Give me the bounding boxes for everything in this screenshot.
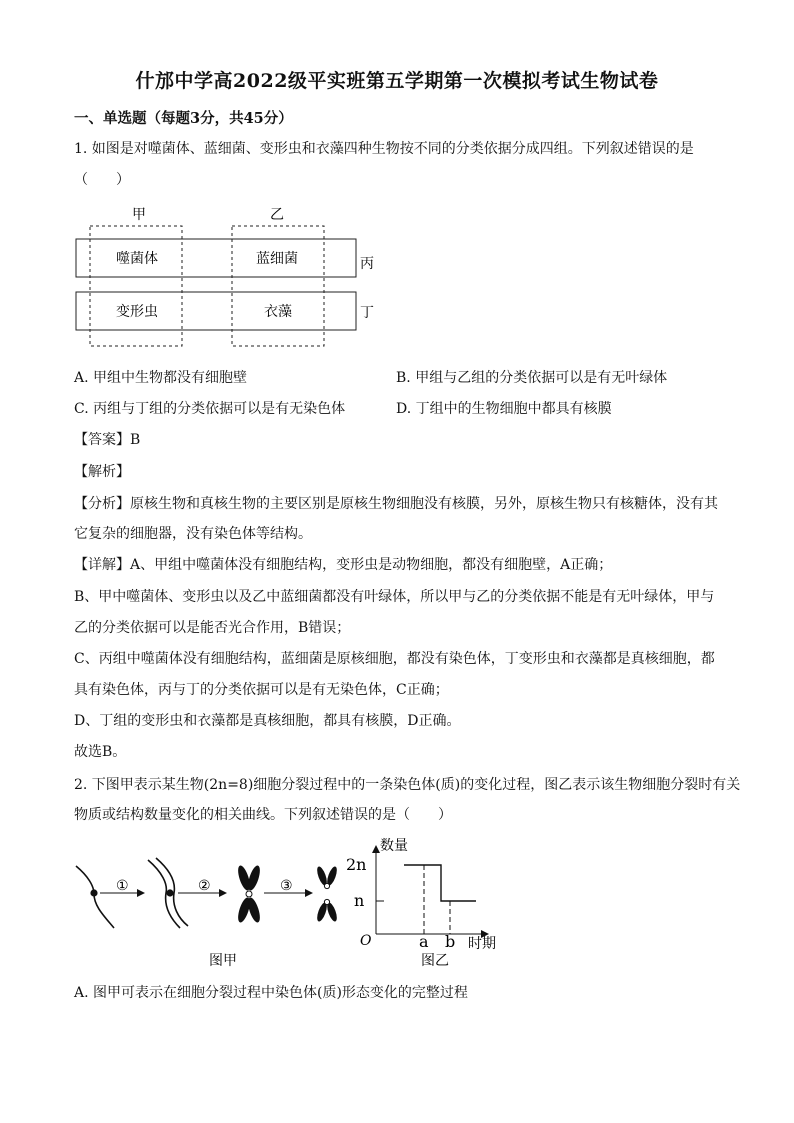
cell-amoeba: 变形虫 [116, 304, 158, 320]
q1-option-b: B. 甲组与乙组的分类依据可以是有无叶绿体 [396, 370, 668, 386]
q1-classification-figure [70, 198, 390, 354]
q1-detail-line3: 乙的分类依据可以是能否光合作用，B错误； [74, 620, 351, 636]
step-2-label: ② [198, 878, 211, 894]
q1-detail-line4: C、丙组中噬菌体没有细胞结构，蓝细菌是原核细胞，都没有染色体，丁变形虫和衣藻都是真核细胞，都 [74, 651, 715, 667]
chromatids-stage-4 [315, 865, 339, 922]
step-1-label: ① [116, 878, 129, 894]
q1-detail-line2: B、甲中噬菌体、变形虫以及乙中蓝细菌都没有叶绿体，所以甲与乙的分类依据不能是有无叶绿体，甲与 [74, 589, 715, 605]
q1-fenxi-line1: 【分析】原核生物和真核生物的主要区别是原核生物细胞没有核膜，另外，原核生物只有核糖体，没有其 [74, 496, 718, 512]
group-bing-label: 丙 [360, 256, 374, 272]
cell-chlamydomonas: 衣藻 [264, 304, 292, 320]
q1-answer: 【答案】B [74, 432, 141, 448]
section-heading: 一、单选题（每题3分，共45分） [74, 110, 293, 127]
q1-detail-line1: 【详解】A、甲组中噬菌体没有细胞结构，变形虫是动物细胞，都没有细胞壁，A正确； [74, 557, 613, 573]
curve-line [404, 865, 476, 901]
q1-option-d: D. 丁组中的生物细胞中都具有核膜 [396, 401, 612, 417]
q1-option-a: A. 甲组中生物都没有细胞壁 [74, 370, 248, 386]
figure-yi-caption: 图乙 [421, 953, 449, 969]
q2-stem-line1: 2. 下图甲表示某生物(2n=8)细胞分裂过程中的一条染色体(质)的变化过程，图乙表示该生物细胞分裂时有关 [74, 777, 741, 793]
q1-analysis-label: 【解析】 [74, 464, 130, 480]
tick-n: n [354, 891, 365, 910]
group-jia-dashed-box [90, 226, 182, 346]
q2-option-a: A. 图甲可表示在细胞分裂过程中染色体(质)形态变化的完整过程 [74, 985, 468, 1001]
origin-label: O [360, 933, 372, 949]
tick-b: b [445, 932, 456, 951]
cell-phage: 噬菌体 [116, 251, 158, 267]
step-3-label: ③ [280, 878, 293, 894]
q2-figure-yi-graph [340, 834, 510, 974]
group-yi-dashed-box [232, 226, 324, 346]
group-jia-label: 甲 [132, 207, 146, 223]
tick-a: a [419, 932, 429, 951]
q1-detail-line5: 具有染色体，丙与丁的分类依据可以是有无染色体，C正确； [74, 682, 449, 698]
tick-2n: 2n [346, 855, 367, 874]
chromatin-stage-1 [76, 866, 114, 928]
group-ding-label: 丁 [360, 305, 374, 321]
x-axis-label: 时期 [468, 936, 496, 952]
q2-stem-line2: 物质或结构数量变化的相关曲线。下列叙述错误的是（ ） [74, 807, 452, 823]
page-title: 什邡中学高2022级平实班第五学期第一次模拟考试生物试卷 [135, 70, 659, 92]
q1-option-c: C. 丙组与丁组的分类依据可以是有无染色体 [74, 401, 346, 417]
q1-detail-line6: D、丁组的变形虫和衣藻都是真核细胞，都具有核膜，D正确。 [74, 713, 461, 729]
q2-figure-jia [66, 848, 366, 973]
chromosome-stage-3 [236, 864, 263, 924]
group-yi-label: 乙 [270, 207, 284, 223]
q1-stem-line2: （ ） [74, 172, 130, 188]
cell-cyanobacteria: 蓝细菌 [256, 251, 298, 267]
figure-jia-caption: 图甲 [209, 953, 237, 969]
q1-conclusion: 故选B。 [74, 744, 127, 760]
y-axis-label: 数量 [380, 838, 408, 854]
q1-fenxi-line2: 它复杂的细胞器，没有染色体等结构。 [74, 526, 312, 542]
q1-stem-line1: 1. 如图是对噬菌体、蓝细菌、变形虫和衣藻四种生物按不同的分类依据分成四组。下列叙述错误的是 [74, 141, 694, 157]
